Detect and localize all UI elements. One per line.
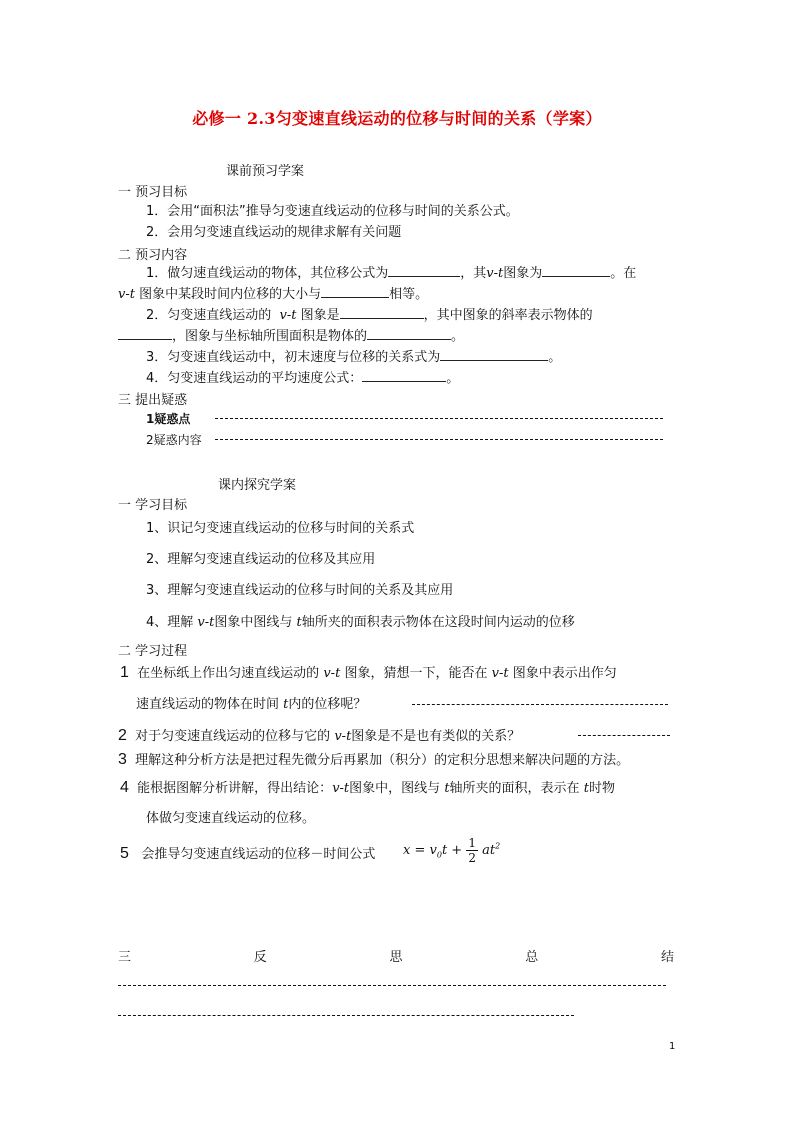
blank-field[interactable]	[321, 284, 389, 298]
vt-symbol: v-t	[332, 781, 350, 796]
vt-symbol: v-t	[334, 729, 352, 744]
process-number: 5	[120, 845, 129, 862]
blank-field[interactable]	[340, 305, 424, 319]
vt-symbol: v-t	[118, 287, 135, 302]
section-heading-preview: 课前预习学案	[226, 164, 305, 179]
goal4-text-a: 4、理解	[146, 615, 194, 630]
displacement-formula: $x = v_0t$ + $\frac{1}{2}$ $at^2$	[403, 836, 501, 865]
doubt-1-label: 1疑惑点	[146, 412, 191, 426]
preview-content-label: 二 预习内容	[118, 248, 188, 263]
dash-line	[412, 704, 668, 705]
q3-end: 。	[548, 350, 562, 365]
blank-field[interactable]	[440, 347, 548, 361]
q1-text-c: 图象为	[503, 266, 543, 281]
reflection-char: 总	[525, 950, 539, 965]
page-number: 1	[669, 1041, 676, 1052]
q4-text: 4．匀变速直线运动的平均速度公式：	[146, 371, 363, 386]
blank-field[interactable]	[542, 263, 610, 277]
doubts-label: 三 提出疑惑	[118, 393, 188, 408]
t-symbol: t	[283, 697, 289, 712]
reflection-char: 结	[660, 950, 674, 965]
process-number: 3	[118, 751, 127, 768]
preview-goal-2: 2．会用匀变速直线运动的规律求解有关问题	[146, 225, 402, 240]
q2-text-e: 。	[451, 329, 465, 344]
blank-field[interactable]	[367, 326, 451, 340]
learning-goal-3: 3、理解匀变速直线运动的位移与时间的关系及其应用	[146, 583, 454, 598]
vt-symbol: v-t	[486, 266, 504, 281]
goal4-text-b: 图象中图线与	[214, 615, 293, 630]
preview-goal-1: 1．会用“面积法”推导匀变速直线运动的位移与时间的关系公式。	[146, 204, 519, 219]
p5-text: 会推导匀变速直线运动的位移－时间公式	[141, 847, 376, 862]
vt-symbol: v-t	[279, 308, 297, 323]
p3-text: 理解这种分析方法是把过程先微分后再累加（积分）的定积分思想来解决问题的方法。	[135, 753, 630, 768]
dash-line	[215, 418, 663, 419]
question-3	[146, 347, 561, 368]
t-symbol: t	[444, 781, 450, 796]
vt-symbol: v-t	[197, 615, 215, 630]
reflection-char: 反	[253, 950, 267, 965]
t-symbol: t	[583, 781, 589, 796]
learning-goal-2: 2、理解匀变速直线运动的位移及其应用	[146, 552, 376, 567]
process-1-line-1	[120, 662, 617, 684]
process-number: 1	[120, 664, 129, 681]
q2-text-d: ，图象与坐标轴所围面积是物体的	[172, 329, 368, 344]
question-2-line-1	[146, 305, 593, 326]
learning-goal-4	[146, 612, 575, 633]
process-4-line-2: 体做匀变速直线运动的位移。	[146, 811, 316, 826]
document-title: 必修一 2.3匀变速直线运动的位移与时间的关系（学案）	[192, 109, 602, 128]
reflection-heading	[118, 946, 674, 965]
reflection-char: 三	[118, 950, 132, 965]
q2-text-c: ，其中图象的斜率表示物体的	[423, 308, 593, 323]
reflection-char: 思	[389, 950, 403, 965]
blank-field[interactable]	[362, 368, 446, 382]
p1-text-c: 图象中表示出作匀	[512, 666, 617, 681]
question-1-line-1	[146, 263, 636, 284]
learning-process-label: 二 学习过程	[118, 644, 188, 659]
q1-text-a: 1．做匀速直线运动的物体，其位移公式为	[146, 266, 389, 281]
question-1-line-2	[118, 284, 428, 305]
dash-line	[118, 1015, 574, 1016]
q1-text-d: 。在	[610, 266, 637, 281]
q2-text-b: 图象是	[300, 308, 340, 323]
p1-text-b: 图象，猜想一下，能否在	[344, 666, 488, 681]
process-2	[118, 725, 520, 747]
p1-text-d: 速直线运动的物体在时间	[136, 697, 280, 712]
goal4-text-c: 轴所夹的面积表示物体在这段时间内运动的位移	[301, 615, 575, 630]
q1-text-b: ，其	[460, 266, 487, 281]
question-2-line-2	[118, 326, 464, 347]
p2-text-a: 对于匀变速直线运动的位移与它的	[135, 729, 331, 744]
dash-line	[215, 439, 663, 440]
preview-goals-label: 一 预习目标	[118, 185, 188, 200]
learning-goal-1: 1、识记匀变速直线运动的位移与时间的关系式	[146, 521, 415, 536]
learning-goals-label: 一 学习目标	[118, 498, 188, 513]
section-heading-inclass: 课内探究学案	[218, 478, 297, 493]
process-5	[120, 843, 375, 865]
blank-field[interactable]	[388, 263, 460, 277]
p1-text-a: 在坐标纸上作出匀速直线运动的	[137, 666, 320, 681]
p1-text-e: 内的位移呢？	[288, 697, 367, 712]
dash-line	[118, 985, 666, 986]
question-4	[146, 368, 459, 389]
t-symbol: t	[296, 615, 302, 630]
q4-end: 。	[446, 371, 460, 386]
q1-text-f: 相等。	[389, 287, 429, 302]
q2-text-a: 2．匀变速直线运动的	[146, 308, 272, 323]
doubt-2-label: 2疑惑内容	[146, 433, 202, 447]
q1-text-e: 图象中某段时间内位移的大小与	[139, 287, 322, 302]
process-number: 2	[118, 727, 127, 744]
vt-symbol: v-t	[491, 666, 509, 681]
vt-symbol: v-t	[323, 666, 341, 681]
process-4-line-1	[120, 777, 615, 799]
blank-field[interactable]	[118, 326, 172, 340]
p4-text-b: 图象中，图线与	[349, 781, 441, 796]
process-number: 4	[120, 779, 129, 796]
q3-text: 3．匀变速直线运动中，初末速度与位移的关系式为	[146, 350, 441, 365]
p2-text-b: 图象是不是也有类似的关系？	[351, 729, 521, 744]
p4-text-c: 轴所夹的面积，表示在	[449, 781, 580, 796]
p4-text-d: 时物	[588, 781, 615, 796]
process-3	[118, 749, 629, 771]
p4-text-a: 能根据图解分析讲解，得出结论：	[137, 781, 333, 796]
dash-line	[578, 735, 670, 736]
process-1-line-2	[136, 694, 366, 715]
